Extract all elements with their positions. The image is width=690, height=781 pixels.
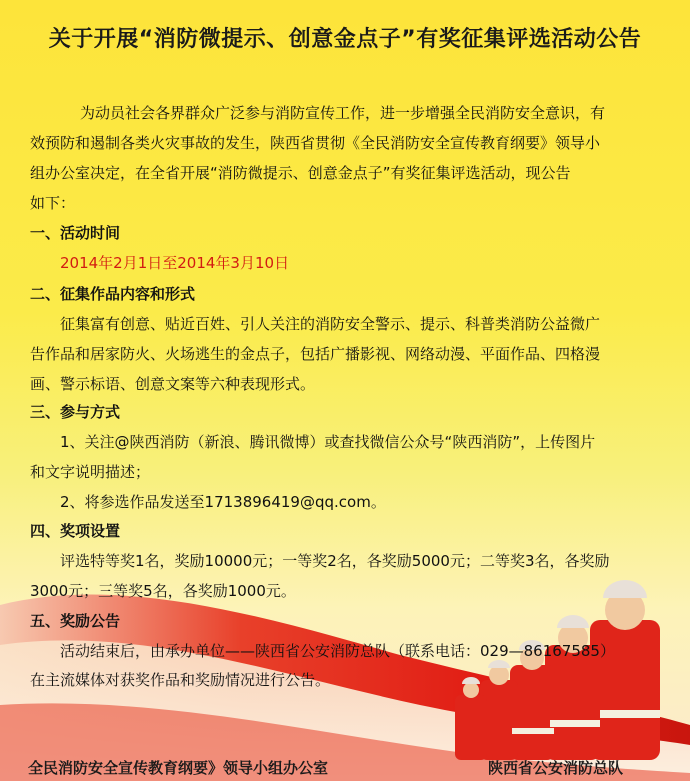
intro-line: 如下：	[30, 194, 76, 212]
section-line: 告作品和居家防火、火场逃生的金点子，包括广播影视、网络动漫、平面作品、四格漫	[30, 345, 601, 363]
activity-date-range: 2014年2月1日至2014年3月10日	[60, 254, 290, 272]
section-line: 画、警示标语、创意文案等六种表现形式。	[30, 375, 316, 393]
section-line: 在主流媒体对获奖作品和奖励情况进行公告。	[30, 671, 331, 689]
section-line-email: 2、将参选作品发送至1713896419@qq.com。	[60, 493, 386, 511]
firefighter-soldiers-illustration	[440, 560, 690, 760]
section-heading-announcement: 五、奖励公告	[30, 612, 121, 630]
page-title: 关于开展“消防微提示、创意金点子”有奖征集评选活动公告	[48, 27, 642, 52]
section-line: 和文字说明描述；	[30, 463, 151, 481]
section-line: 3000元；三等奖5名，各奖励1000元。	[30, 582, 296, 600]
section-heading-awards: 四、奖项设置	[30, 522, 121, 540]
footer-issuer-left: 全民消防安全宣传教育纲要》领导小组办公室	[28, 759, 329, 777]
footer-issuer-right: 陕西省公安消防总队	[488, 759, 624, 777]
section-heading-content: 二、征集作品内容和形式	[30, 285, 196, 303]
section-heading-participation: 三、参与方式	[30, 403, 121, 421]
section-heading-time: 一、活动时间	[30, 224, 121, 242]
intro-line: 效预防和遏制各类火灾事故的发生，陕西省贯彻《全民消防安全宣传教育纲要》领导小	[30, 134, 601, 152]
intro-line: 组办公室决定，在全省开展“消防微提示、创意金点子”有奖征集评选活动，现公告	[30, 164, 571, 182]
section-line: 评选特等奖1名，奖励10000元；一等奖2名，各奖励5000元；二等奖3名，各奖励	[60, 552, 610, 570]
section-line: 征集富有创意、贴近百姓、引人关注的消防安全警示、提示、科普类消防公益微广	[60, 315, 601, 333]
intro-line: 为动员社会各界群众广泛参与消防宣传工作，进一步增强全民消防安全意识，有	[80, 104, 606, 122]
section-line: 1、关注@陕西消防（新浪、腾讯微博）或查找微信公众号“陕西消防”，上传图片	[60, 433, 596, 451]
section-line-contact: 活动结束后，由承办单位——陕西省公安消防总队（联系电话：029—86167585）	[60, 642, 615, 660]
